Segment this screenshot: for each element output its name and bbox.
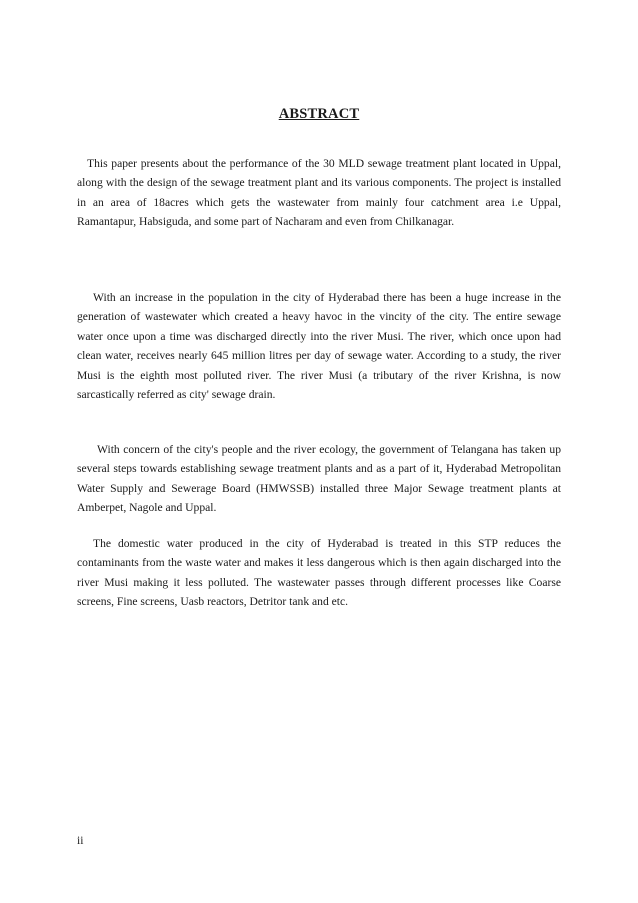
abstract-title: ABSTRACT xyxy=(278,106,360,122)
abstract-paragraph-2: With an increase in the population in the city of Hyderabad there has been a huge increase in the generation of wastewater which created a heavy havoc in the vincity of the city. The entire sewage water once upon a time was discharged directly into the river Musi. The river, which once upon had clean water, receives nearly 645 million litres per day of sewage water. According to a study, the river Musi is the eighth most polluted river. The river Musi (a tributary of the river Krishna, is now sarcastically referred as city' sewage drain. xyxy=(77,291,561,402)
abstract-paragraph-3: With concern of the city's people and the river ecology, the government of Telangana has taken up several steps towards establishing sewage treatment plants and as a part of it, Hyderabad Metropolitan Water Supply and Sewerage Board (HMWSSB) installed three Major Sewage treatment plants at Amberpet, Nagole and Uppal. xyxy=(77,443,561,515)
abstract-paragraph-1: This paper presents about the performance of the 30 MLD sewage treatment plant located in Uppal, along with the design of the sewage treatment plant and its various components. The project is installed in an area of 18acres which gets the wastewater from mainly four catchment area i.e Uppal, Ramantapur, Habsiguda, and some part of Nacharam and even from Chilkanagar. xyxy=(77,157,561,229)
abstract-paragraph-4: The domestic water produced in the city of Hyderabad is treated in this STP reduces the contaminants from the waste water and makes it less dangerous which is then again discharged into the river Musi making it less polluted. The wastewater passes through different processes like Coarse screens, Fine screens, Uasb reactors, Detritor tank and etc. xyxy=(77,537,561,609)
page-number: ii xyxy=(77,834,84,847)
